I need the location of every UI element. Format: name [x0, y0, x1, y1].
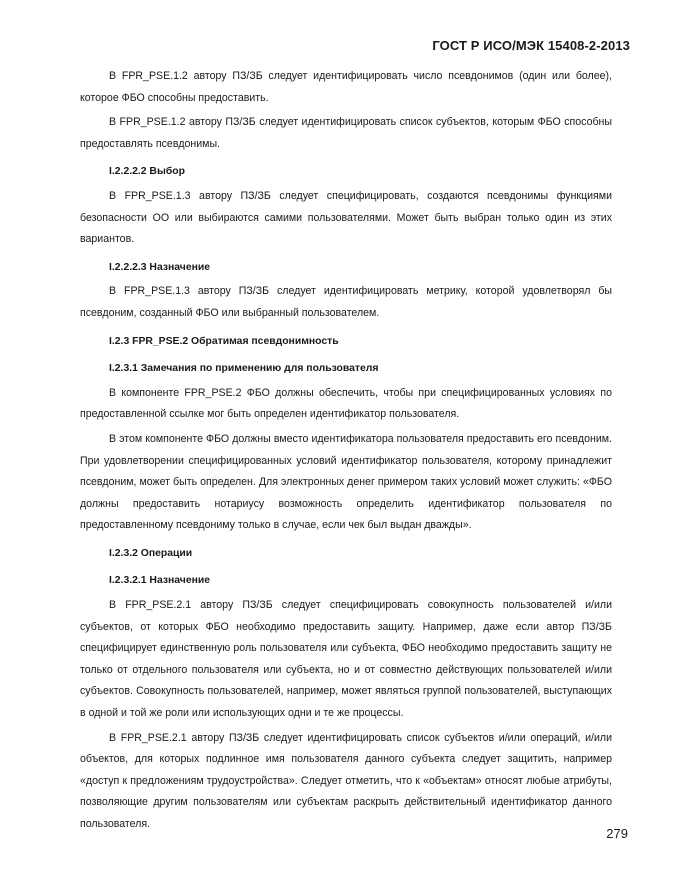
page-number: 279 [606, 826, 628, 841]
section-heading: I.2.3.1 Замечания по применению для пользователя [109, 363, 379, 375]
paragraph: В FPR_PSE.1.2 автору ПЗ/ЗБ следует идентифицировать список субъектов, которым ФБО способны предоставлять псевдонимы. [80, 116, 612, 150]
section-heading: I.2.3.2 Операции [109, 547, 193, 559]
paragraph: В FPR_PSE.2.1 автору ПЗ/ЗБ следует специфицировать совокупность пользователей и/или субъектов, от которых ФБО необходимо предоставить защиту. Например, даже если автор ПЗ/ЗБ специфицирует единственную роль пользователя или субъекта, ФБО необходимо предоставить защиту не только от отдельного пользователя или субъекта, но и от совместно действующих пользователей и/или субъектов. Совокупность пользователей, например, может являться группой пользователей, выступающих в одной и той же роли или использующих одни и те же процессы. [80, 599, 612, 720]
section-heading: I.2.2.2.3 Назначение [109, 261, 211, 273]
paragraph: В FPR_PSE.1.3 автору ПЗ/ЗБ следует специфицировать, создаются псевдонимы функциями безопасности ОО или выбираются самими пользователями. Может быть выбран только один из этих вариантов. [80, 189, 612, 246]
standard-header: ГОСТ Р ИСО/МЭК 15408-2-2013 [432, 38, 630, 53]
paragraph: В компоненте FPR_PSE.2 ФБО должны обеспечить, чтобы при специфицированных условиях по предоставленной ссылке мог быть определен идентификатор пользователя. [80, 386, 612, 421]
paragraph: В FPR_PSE.1.3 автору ПЗ/ЗБ следует идентифицировать метрику, которой удовлетворял бы псевдоним, созданный ФБО или выбранный пользователем. [80, 285, 612, 319]
paragraph: В FPR_PSE.2.1 автору ПЗ/ЗБ следует идентифицировать список субъектов и/или операций, и/или объектов, для которых подлинное имя пользователя данного субъекта следует защитить, например «доступ к предложениям трудоустройства». Следует отметить, что к «объектам» относят любые атрибуты, позволяющие другим пользователям или субъектам раскрыть действительный идентификатор данного пользователя. [80, 731, 612, 830]
document-body [80, 66, 612, 839]
section-heading: I.2.3.2.1 Назначение [109, 575, 211, 587]
section-heading: I.2.2.2.2 Выбор [109, 166, 185, 178]
section-heading: I.2.3 FPR_PSE.2 Обратимая псевдонимность [109, 335, 339, 347]
paragraph: В этом компоненте ФБО должны вместо идентификатора пользователя предоставить его псевдоним. При удовлетворении специфицированных условий идентификатор пользователя, которому принадлежит псевдоним, может быть определен. Для электронных денег примером таких условий может служить: «ФБО должны предоставить нотариусу возможность определить идентификатор пользователя по предоставленному псевдониму только в случае, если чек был выдан дважды». [80, 432, 612, 532]
paragraph: В FPR_PSE.1.2 автору ПЗ/ЗБ следует идентифицировать число псевдонимов (один или более), которое ФБО способны предоставить. [80, 70, 612, 104]
